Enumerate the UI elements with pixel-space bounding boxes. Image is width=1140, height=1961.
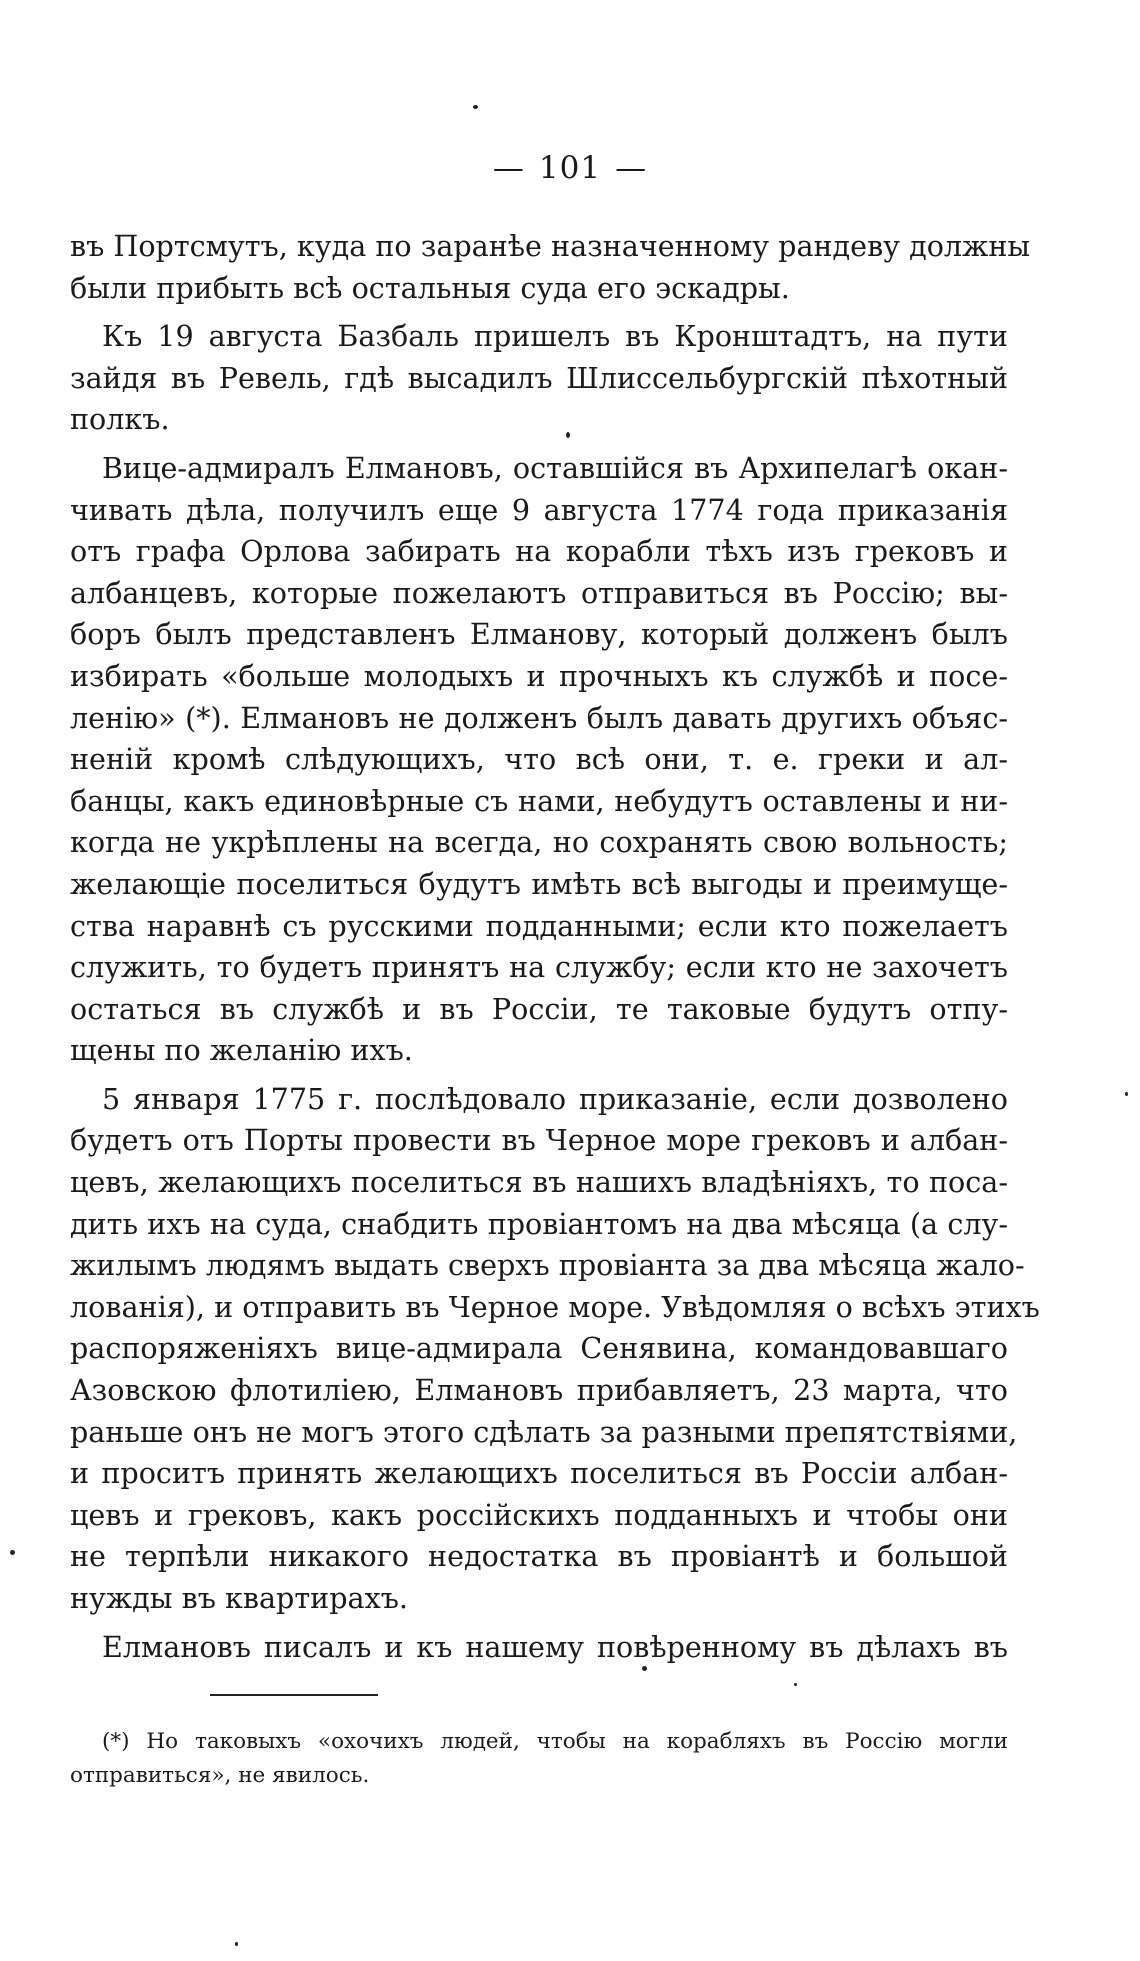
text-line: банцы, какъ единовѣрные съ нами, небудутъ оставлены и ни- xyxy=(70,783,1008,818)
text-line: Къ 19 августа Базбаль пришелъ въ Кронштадтъ, на пути xyxy=(102,319,1008,354)
text-line: жилымъ людямъ выдать сверхъ провіанта за два мѣсяца жало- xyxy=(70,1248,1025,1283)
text-line: раньше онъ не могъ этого сдѣлать за разными препятствіями, xyxy=(70,1414,1018,1449)
footnote-divider xyxy=(210,1694,378,1696)
text-line: цевъ и грековъ, какъ россійскихъ подданныхъ и чтобы они xyxy=(70,1497,1008,1532)
page-number-header xyxy=(0,150,1140,186)
text-line: не терпѣли никакого недостатка въ провіантѣ и большой xyxy=(70,1539,1008,1574)
text-line: боръ былъ представленъ Елманову, который долженъ былъ xyxy=(70,617,1008,652)
text-line: зайдя въ Ревель, гдѣ высадилъ Шлиссельбургскій пѣхотный xyxy=(70,360,1008,395)
text-line: распоряженіяхъ вице-адмирала Сенявина, командовавшаго xyxy=(70,1331,1008,1366)
text-line: 5 января 1775 г. послѣдовало приказаніе, если дозволено xyxy=(102,1081,1008,1116)
text-line: полкъ. xyxy=(70,402,170,437)
scan-speck xyxy=(473,105,478,109)
footnote xyxy=(70,1725,1008,1793)
text-line: служить, то будетъ принятъ на службу; если кто не захочетъ xyxy=(70,950,1008,985)
text-line: въ Портсмутъ, куда по заранѣе назначенному рандеву должны xyxy=(70,229,1031,263)
header-dash-left: — xyxy=(492,150,525,186)
text-line: были прибыть всѣ остальныя суда его эскадры. xyxy=(70,270,790,305)
text-line: и проситъ принять желающихъ поселиться въ Россіи албан- xyxy=(70,1456,1008,1491)
text-line: щены по желанію ихъ. xyxy=(70,1033,413,1068)
footnote-line: (*) Но таковыхъ «охочихъ людей, чтобы на корабляхъ въ Россію могли xyxy=(102,1729,1008,1754)
text-line: лованія), и отправить въ Черное море. Увѣдомляя о всѣхъ этихъ xyxy=(70,1289,1040,1324)
text-line: ленію» (*). Елмановъ не долженъ былъ давать другихъ объяс- xyxy=(70,700,1008,735)
text-line: цевъ, желающихъ поселиться въ нашихъ владѣніяхъ, то поса- xyxy=(70,1165,1008,1200)
scan-speck xyxy=(794,1683,797,1686)
text-line: остаться въ службѣ и въ Россіи, те таковые будутъ отпу- xyxy=(70,991,1008,1026)
text-line: ства наравнѣ съ русскими подданными; если кто пожелаетъ xyxy=(70,908,1008,943)
page-number: 101 xyxy=(538,150,602,186)
main-text xyxy=(70,226,1040,1668)
text-line: желающіе поселиться будутъ имѣть всѣ выгоды и преимуще- xyxy=(70,866,1008,901)
text-line: избирать «больше молодыхъ и прочныхъ къ службѣ и посе- xyxy=(70,658,1008,693)
text-line: Елмановъ писалъ и къ нашему повѣренному въ дѣлахъ въ xyxy=(102,1629,1008,1664)
scan-speck xyxy=(235,1942,238,1946)
footnote-line: отправиться», не явилось. xyxy=(70,1763,370,1788)
text-line: албанцевъ, которые пожелаютъ отправиться въ Россію; вы- xyxy=(70,575,1008,610)
text-line: отъ графа Орлова забирать на корабли тѣхъ изъ грековъ и xyxy=(70,534,1008,569)
text-line: нужды въ квартирахъ. xyxy=(70,1581,408,1615)
text-line: Азовскою флотиліею, Елмановъ прибавляетъ, 23 марта, что xyxy=(70,1373,1008,1408)
scan-speck xyxy=(1125,1092,1128,1096)
text-line: будетъ отъ Порты провести въ Черное море грековъ и албан- xyxy=(70,1123,1008,1158)
header-dash-right: — xyxy=(615,150,648,186)
text-line: неній кромѣ слѣдующихъ, что всѣ они, т. е. греки и ал- xyxy=(70,742,1008,777)
text-line: чивать дѣла, получилъ еще 9 августа 1774 года приказанія xyxy=(70,492,1008,527)
scan-speck xyxy=(642,1666,647,1671)
text-line: Вице-адмиралъ Елмановъ, оставшійся въ Архипелагѣ окан- xyxy=(102,450,1008,485)
scan-speck xyxy=(566,432,570,438)
text-line: когда не укрѣплены на всегда, но сохранять свою вольность; xyxy=(70,825,1008,860)
scan-speck xyxy=(10,1550,15,1555)
text-line: дить ихъ на суда, снабдить провіантомъ на два мѣсяца (а слу- xyxy=(70,1206,1008,1241)
